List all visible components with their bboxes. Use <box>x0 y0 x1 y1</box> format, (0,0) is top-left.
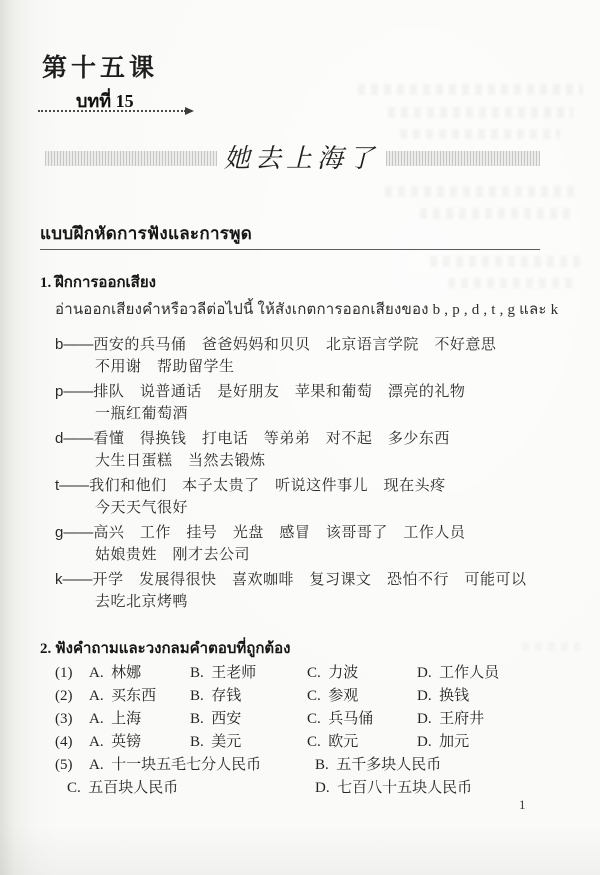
pron-line1: 我们和他们 本子太贵了 听说这件事儿 现在头疼 <box>89 478 446 494</box>
question-number: (4) <box>55 734 73 750</box>
option-b: B. 美元 <box>190 734 242 750</box>
chapter-title-banner <box>45 143 540 173</box>
option-c: C. 兵马俑 <box>307 711 374 727</box>
pron-line2: 姑娘贵姓 刚才去公司 <box>95 547 251 563</box>
option-d: D. 七百八十五块人民币 <box>315 780 473 796</box>
option-c: C. 力波 <box>307 665 359 681</box>
option-b: B. 西安 <box>190 711 242 727</box>
bleedthrough-ghost <box>358 84 583 95</box>
pron-initial-label: d—— <box>55 430 94 447</box>
bleedthrough-ghost <box>430 256 580 267</box>
exercise1-instruction: อ่านออกเสียงคำหรือวลีต่อไปนี้ ให้สังเกตการออกเสียงของ b , p , d , t , g และ k <box>55 302 559 318</box>
pron-line1: 高兴 工作 挂号 光盘 感冒 该哥哥了 工作人员 <box>93 525 466 541</box>
bleedthrough-ghost <box>385 186 575 197</box>
option-c: C. 五百块人民币 <box>67 780 179 796</box>
pron-line2: 不用谢 帮助留学生 <box>95 359 235 375</box>
pron-line1: 看懂 得换钱 打电话 等弟弟 对不起 多少东西 <box>93 431 450 447</box>
option-c: C. 欧元 <box>307 734 359 750</box>
page-number: 1 <box>519 797 526 812</box>
question-row-1 <box>55 662 565 685</box>
question-number: (1) <box>55 665 73 681</box>
arrow-right-icon <box>185 107 194 115</box>
pron-line2: 一瓶红葡萄酒 <box>95 406 189 422</box>
option-a: A. 英镑 <box>89 734 142 750</box>
question-number: (3) <box>55 711 73 727</box>
exercise2-heading: 2. ฟังคำถามและวงกลมคำตอบที่ถูกต้อง <box>40 641 291 657</box>
banner-stripe-right <box>386 151 540 166</box>
chapter-title: 她去上海了 <box>224 143 380 173</box>
pron-row-p <box>55 381 535 425</box>
pron-initial-label: g—— <box>55 524 94 541</box>
option-d: D. 换钱 <box>417 688 470 704</box>
bleedthrough-ghost <box>388 107 573 118</box>
option-d: D. 加元 <box>417 734 470 750</box>
pron-initial-label: p—— <box>55 383 94 400</box>
lesson-title-thai: บทที่ 15 <box>76 91 134 111</box>
pron-line1: 西安的兵马俑 爸爸妈妈和贝贝 北京语言学院 不好意思 <box>93 337 497 353</box>
pron-row-b <box>55 334 535 378</box>
bleedthrough-ghost <box>400 129 560 139</box>
bleedthrough-ghost <box>420 208 570 219</box>
pron-line2: 大生日蛋糕 当然去锻炼 <box>95 453 266 469</box>
pronunciation-list <box>55 334 535 616</box>
option-a: A. 买东西 <box>89 688 157 704</box>
question-row-5-line1 <box>55 754 565 777</box>
bleedthrough-ghost <box>522 642 580 651</box>
pron-line2: 去吃北京烤鸭 <box>95 594 189 610</box>
pron-initial-label: k—— <box>55 571 93 588</box>
pron-row-t <box>55 475 535 519</box>
option-b: B. 存钱 <box>190 688 242 704</box>
pron-initial-label: t—— <box>55 477 90 494</box>
question-number: (2) <box>55 688 73 704</box>
option-c: C. 参观 <box>307 688 359 704</box>
bleedthrough-ghost <box>448 278 578 288</box>
option-b: B. 王老师 <box>190 665 257 681</box>
multiple-choice-list <box>55 662 565 800</box>
pron-row-d <box>55 428 535 472</box>
dotted-arrow-divider <box>38 110 186 112</box>
pron-line2: 今天天气很好 <box>95 500 189 516</box>
option-a: A. 上海 <box>89 711 142 727</box>
pron-line1: 排队 说普通话 是好朋友 苹果和葡萄 漂亮的礼物 <box>93 384 466 400</box>
exercise1-heading: 1. ฝึกการออกเสียง <box>40 275 156 291</box>
question-row-2 <box>55 685 565 708</box>
pron-initial-label: b—— <box>55 336 94 353</box>
lesson-title-chinese: 第十五课 <box>42 54 159 82</box>
section-divider-rule <box>40 249 540 250</box>
banner-stripe-left <box>45 151 217 166</box>
question-row-4 <box>55 731 565 754</box>
section-header-listening-speaking: แบบฝึกหัดการฟังและการพูด <box>40 224 253 243</box>
option-a: A. 十一块五毛七分人民币 <box>89 757 262 773</box>
pron-row-k <box>55 569 535 613</box>
option-d: D. 工作人员 <box>417 665 500 681</box>
option-a: A. 林娜 <box>89 665 142 681</box>
question-row-3 <box>55 708 565 731</box>
pron-line1: 开学 发展得很快 喜欢咖啡 复习课文 恐怕不行 可能可以 <box>92 572 527 588</box>
option-d: D. 王府井 <box>417 711 485 727</box>
question-row-5-line2 <box>67 777 565 800</box>
option-b: B. 五千多块人民币 <box>315 757 442 773</box>
question-number: (5) <box>55 757 73 773</box>
pron-row-g <box>55 522 535 566</box>
